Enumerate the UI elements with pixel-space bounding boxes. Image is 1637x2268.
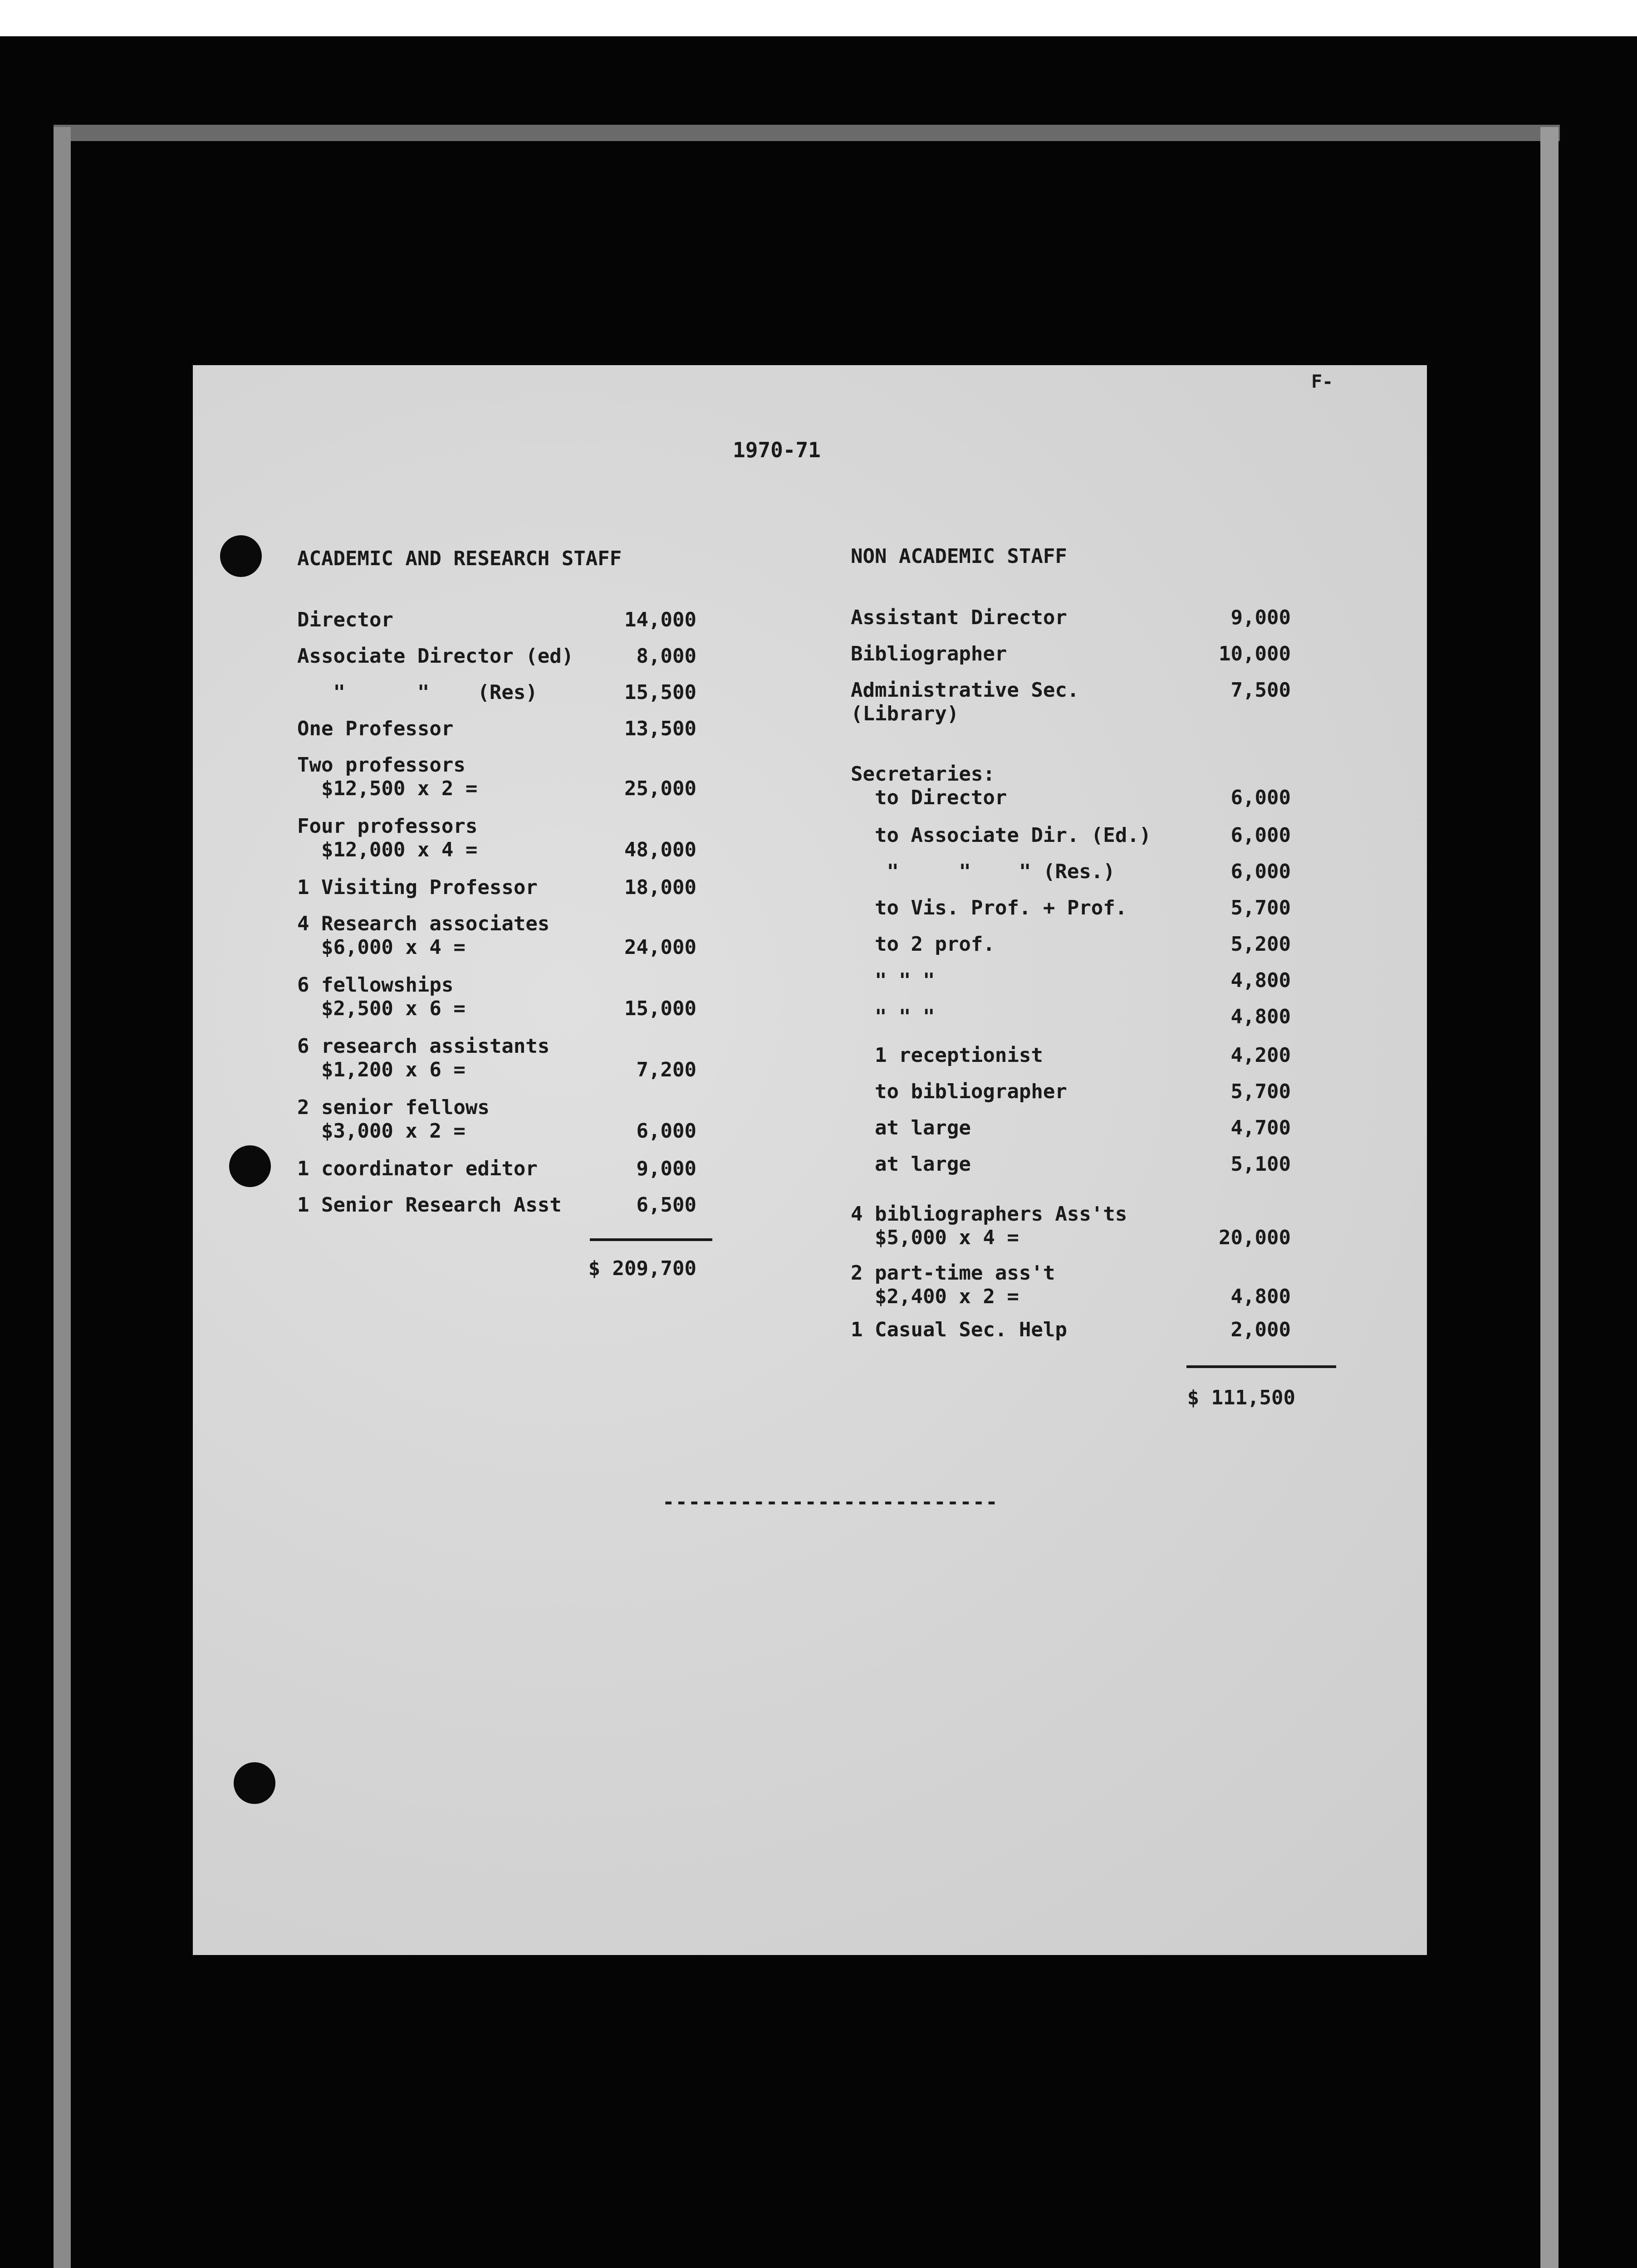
row-sublabel: $12,000 x 4 = <box>297 838 478 861</box>
row-amount: 6,000 <box>1230 824 1291 847</box>
frame-edge-left <box>54 127 71 2268</box>
academic-total-rule <box>590 1238 712 1241</box>
row-amount: 13,500 <box>624 717 696 740</box>
page-title: 1970-71 <box>733 438 821 462</box>
row-label: 1 Casual Sec. Help <box>851 1318 1067 1341</box>
document-page <box>193 365 1427 1955</box>
row-amount: 4,800 <box>1230 1005 1291 1028</box>
row-amount: 6,500 <box>636 1193 696 1217</box>
row-label: 2 part-time ass't <box>851 1261 1055 1285</box>
frame-edge-top <box>54 125 1560 141</box>
row-amount: 7,500 <box>1230 679 1291 702</box>
row-label: to 2 prof. <box>851 933 995 956</box>
row-sublabel: $2,500 x 6 = <box>297 997 466 1020</box>
row-amount: 6,000 <box>1230 860 1291 883</box>
row-label: Bibliographer <box>851 642 1007 665</box>
row-label: 2 senior fellows <box>297 1096 490 1119</box>
row-label: 1 Visiting Professor <box>297 876 538 899</box>
row-amount: 15,000 <box>624 997 696 1020</box>
row-label: Two professors <box>297 753 466 777</box>
row-amount: 25,000 <box>624 777 696 800</box>
corner-mark: F- <box>1311 371 1333 392</box>
row-label: " " " <box>851 1005 935 1028</box>
row-label: at large <box>851 1153 971 1176</box>
row-label: Administrative Sec. <box>851 679 1079 702</box>
punch-hole-icon <box>229 1145 271 1187</box>
separator-line: -------------------------- <box>662 1491 999 1514</box>
row-amount: 9,000 <box>1230 606 1291 629</box>
row-amount: 4,200 <box>1230 1044 1291 1067</box>
academic-total: $ 209,700 <box>588 1257 696 1280</box>
row-label: Director <box>297 608 393 631</box>
row-label: One Professor <box>297 717 454 740</box>
row-amount: 6,000 <box>636 1119 696 1143</box>
row-label: to Associate Dir. (Ed.) <box>851 824 1152 847</box>
row-label: 1 Senior Research Asst <box>297 1193 562 1217</box>
row-label: to Vis. Prof. + Prof. <box>851 896 1127 919</box>
row-label: 1 coordinator editor <box>297 1157 538 1180</box>
row-amount: 4,700 <box>1230 1116 1291 1139</box>
row-label: 4 Research associates <box>297 912 550 935</box>
row-amount: 48,000 <box>624 838 696 861</box>
row-label: to bibliographer <box>851 1080 1067 1103</box>
row-amount: 2,000 <box>1230 1318 1291 1341</box>
row-sublabel: to Director <box>851 786 1007 809</box>
row-amount: 5,700 <box>1230 896 1291 919</box>
row-sublabel: $2,400 x 2 = <box>851 1285 1019 1308</box>
frame-edge-right <box>1540 127 1559 2268</box>
row-amount: 8,000 <box>636 645 696 668</box>
row-label: 6 research assistants <box>297 1035 550 1058</box>
academic-heading: ACADEMIC AND RESEARCH STAFF <box>297 547 622 570</box>
row-label: Associate Director (ed) <box>297 645 574 668</box>
row-sublabel: $6,000 x 4 = <box>297 936 466 959</box>
row-sublabel: $12,500 x 2 = <box>297 777 478 800</box>
row-amount: 18,000 <box>624 876 696 899</box>
row-amount: 9,000 <box>636 1157 696 1180</box>
row-amount: 7,200 <box>636 1058 696 1081</box>
row-amount: 5,100 <box>1230 1153 1291 1176</box>
row-amount: 20,000 <box>1219 1226 1291 1249</box>
row-label: " " " (Res.) <box>851 860 1115 883</box>
row-amount: 24,000 <box>624 936 696 959</box>
non-academic-total: $ 111,500 <box>1187 1386 1295 1409</box>
row-amount: 5,700 <box>1230 1080 1291 1103</box>
row-sublabel: $5,000 x 4 = <box>851 1226 1019 1249</box>
row-label: 1 receptionist <box>851 1044 1043 1067</box>
row-label: " " (Res) <box>297 681 538 704</box>
row-label: Assistant Director <box>851 606 1067 629</box>
row-sublabel: $1,200 x 6 = <box>297 1058 466 1081</box>
row-sublabel: (Library) <box>851 702 959 725</box>
row-label: Secretaries: <box>851 763 995 786</box>
row-amount: 6,000 <box>1230 786 1291 809</box>
row-amount: 4,800 <box>1230 1285 1291 1308</box>
row-amount: 5,200 <box>1230 933 1291 956</box>
row-label: 6 fellowships <box>297 973 454 997</box>
row-label: at large <box>851 1116 971 1139</box>
punch-hole-icon <box>220 535 262 577</box>
row-amount: 15,500 <box>624 681 696 704</box>
row-amount: 14,000 <box>624 608 696 631</box>
row-amount: 10,000 <box>1219 642 1291 665</box>
non-academic-total-rule <box>1186 1365 1336 1368</box>
row-sublabel: $3,000 x 2 = <box>297 1119 466 1143</box>
row-label: 4 bibliographers Ass'ts <box>851 1202 1127 1226</box>
row-label: Four professors <box>297 815 478 838</box>
row-amount: 4,800 <box>1230 969 1291 992</box>
row-label: " " " <box>851 969 935 992</box>
punch-hole-icon <box>234 1762 275 1804</box>
non-academic-heading: NON ACADEMIC STAFF <box>851 545 1067 568</box>
